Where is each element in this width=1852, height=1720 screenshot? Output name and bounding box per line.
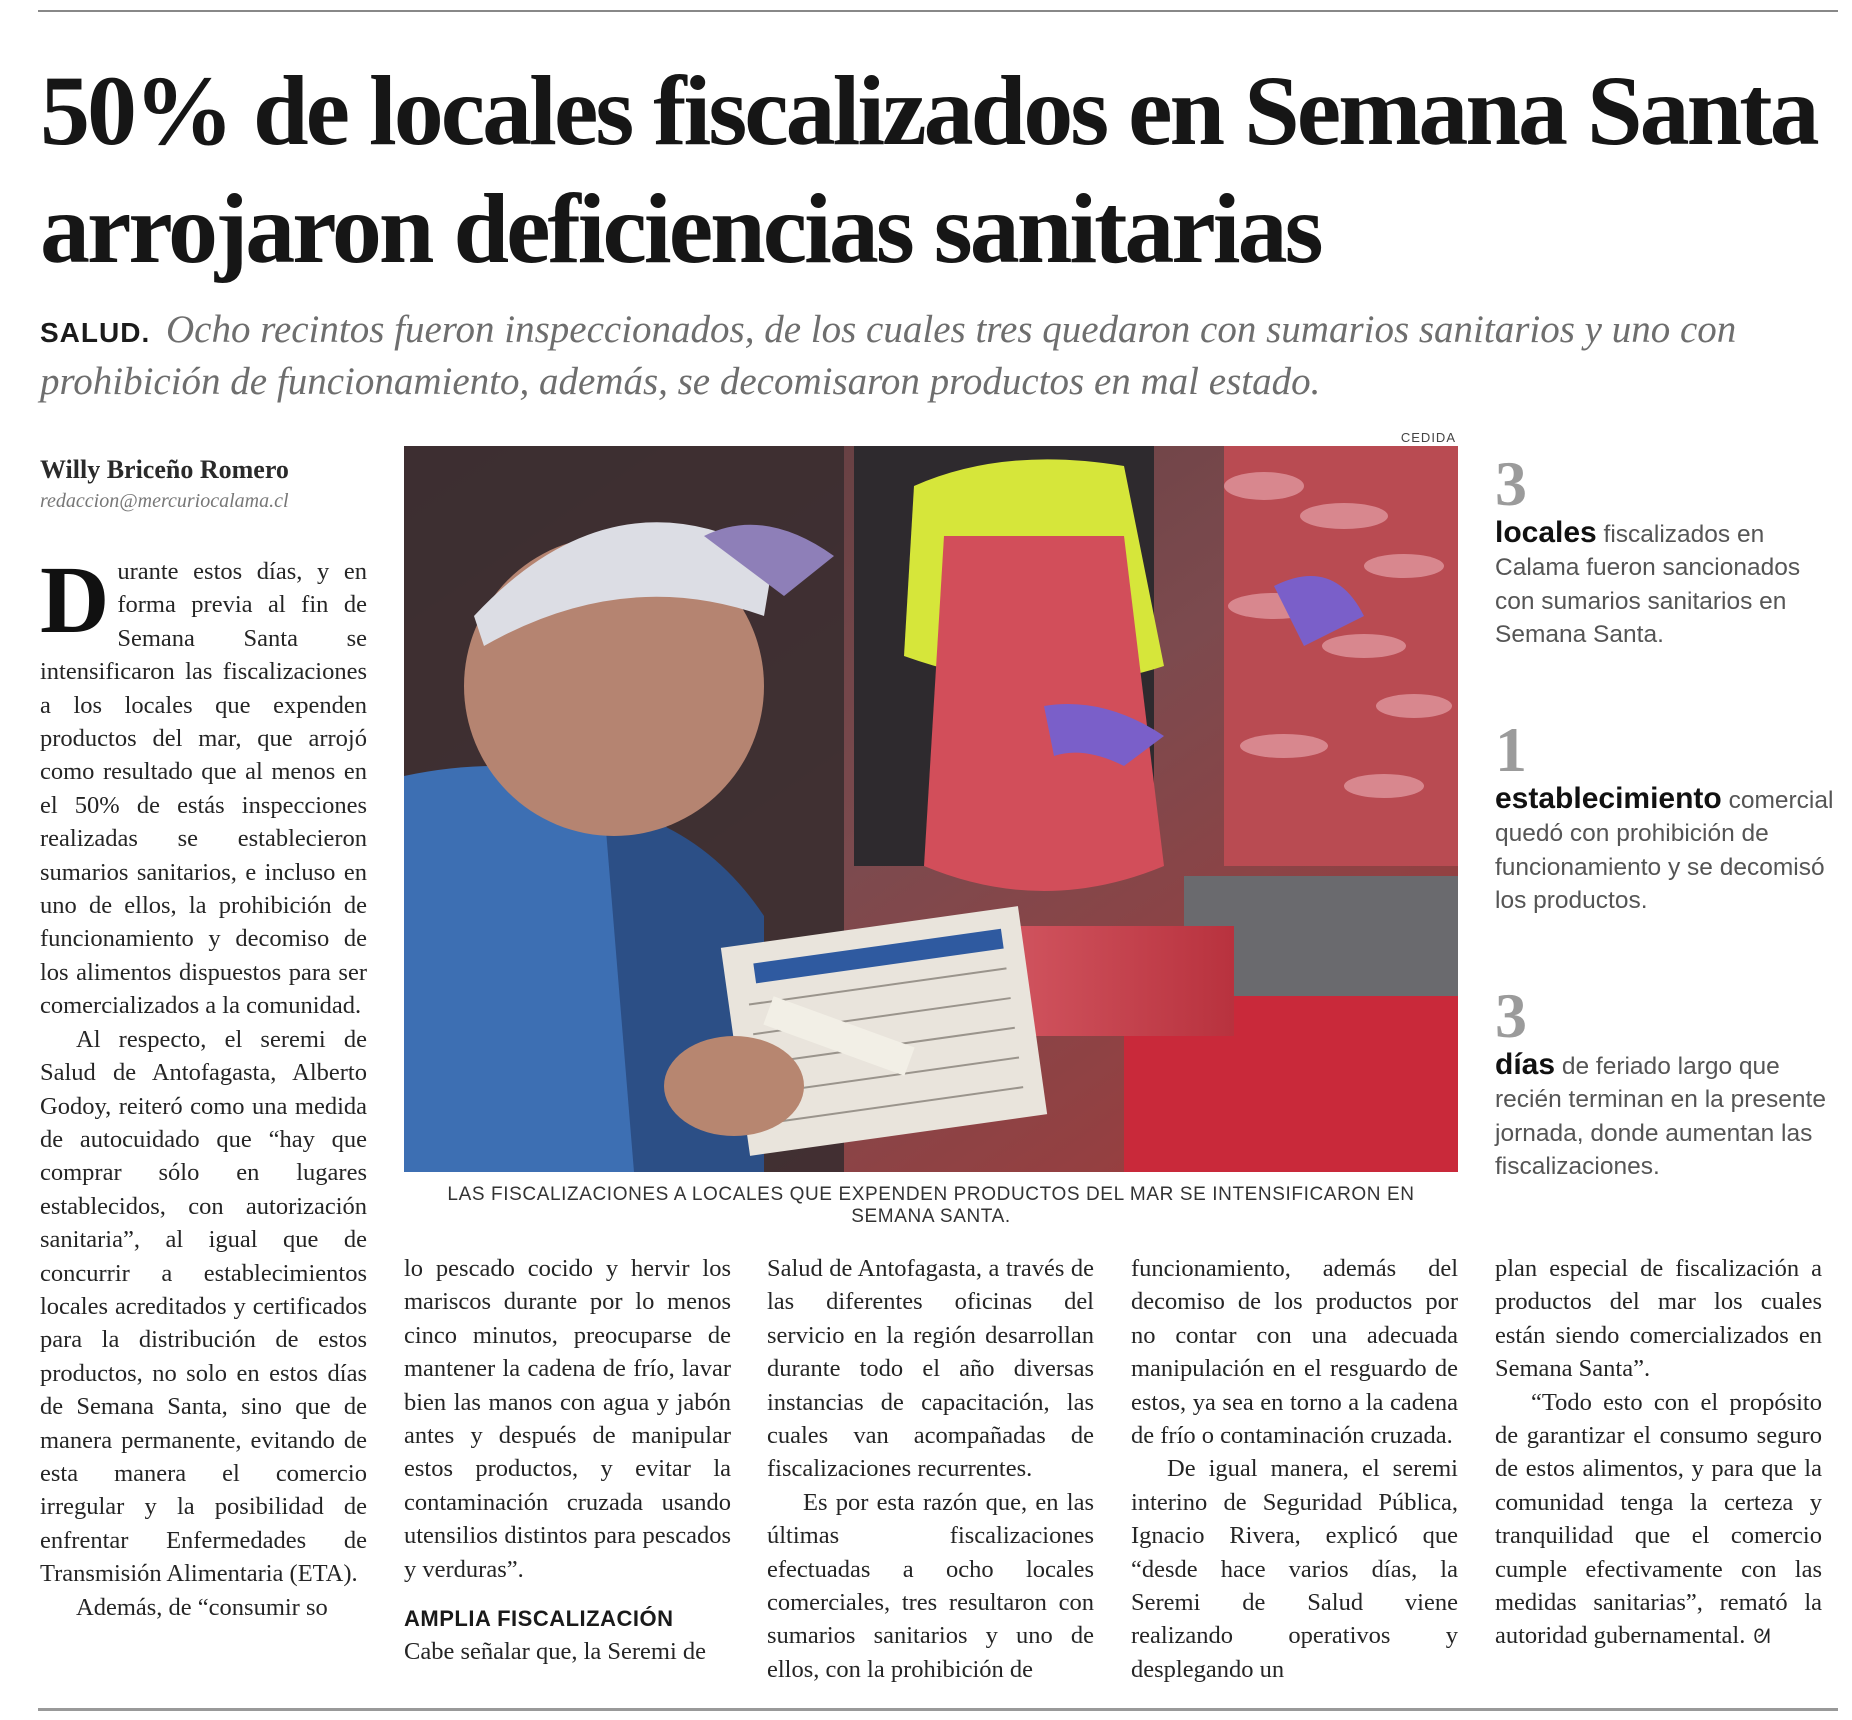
deck: [40, 305, 1830, 406]
paragraph-6-start: De igual manera, el seremi interino de Seguridad Pública, Ignacio Rivera, explicó que “desde hace varios días, la Seremi de Salud viene realizando operativos y desplegando un: [1131, 1455, 1458, 1683]
paragraph-5-start: Es por esta razón que, en las últimas fiscalizaciones efectuadas a ocho locales comerciales, tres resultaron con sumarios sanitarios y uno de ellos, con la prohibición de: [767, 1488, 1094, 1683]
article-column-5: [1495, 1252, 1822, 1654]
stat-number: 3: [1495, 980, 1527, 1051]
byline-author: Willy Briceño Romero: [40, 455, 289, 484]
stat-box-1: [1495, 448, 1835, 652]
paragraph-6-cont: plan especial de fiscalización a productos del mar los cuales están siendo comercializados en Semana Santa”.: [1495, 1255, 1822, 1383]
stat-text: locales fiscalizados en Calama fueron sancionados con sumarios sanitarios en Semana Santa.: [1495, 516, 1801, 649]
top-rule: [38, 10, 1838, 12]
subheading: AMPLIA FISCALIZACIÓN: [404, 1606, 674, 1632]
stat-text: días de feriado largo que recién terminan en la presente jornada, donde aumentan las fiscalizaciones.: [1495, 1048, 1826, 1181]
headline: 50% de locales fiscalizados en Semana Santa arrojaron deficiencias sanitarias: [40, 55, 1817, 284]
article-column-1: [40, 546, 367, 1624]
paragraph-3-start: Además, de “consumir so: [76, 1593, 328, 1621]
stat-number: 1: [1495, 714, 1527, 785]
photo-caption: LAS FISCALIZACIONES A LOCALES QUE EXPENDEN PRODUCTOS DEL MAR SE INTENSIFICARON EN SEMANA SANTA.: [447, 1184, 1415, 1227]
paragraph-5-cont: funcionamiento, además del decomiso de los productos por no contar con una adecuada manipulación en el resguardo de estos, ya sea en torno a la cadena de frío o contaminación cruzada.: [1131, 1255, 1458, 1450]
photo-credit: CEDIDA: [1400, 430, 1456, 445]
paragraph-4-start: Cabe señalar que, la Seremi de: [404, 1638, 707, 1666]
paragraph-3-cont: lo pescado cocido y hervir los mariscos durante por lo menos cinco minutos, preocuparse de mantener la cadena de frío, lavar bien las manos con agua y jabón antes y después de manipular estos productos, y evitar la contaminación cruzada usando utensilios distintos para pescados y verduras”.: [404, 1255, 731, 1583]
paragraph-4-cont: Salud de Antofagasta, a través de las diferentes oficinas del servicio en la región desarrollan durante todo el año diversas instancias de capacitación, las cuales van acompañadas de fiscalizaciones recurrentes.: [767, 1255, 1094, 1483]
deck-text: Ocho recintos fueron inspeccionados, de los cuales tres quedaron con sumarios sanitarios y uno con prohibición de funcionamiento, además, se decomisaron productos en mal estado.: [40, 308, 1737, 403]
section-kicker: SALUD.: [40, 317, 151, 348]
paragraph-1: Durante estos días, y en forma previa al fin de Semana Santa se intensificaron las fiscalizaciones a los locales que expenden productos del mar, que arrojó como resultado que al menos en el 50% de estás inspecciones realizadas se establecieron sumarios sanitarios, e incluso en uno de ellos, la prohibición de funcionamiento y decomiso de los alimentos dispuestos para ser comercializados a la comunidad.: [40, 546, 367, 1020]
article-photo: [404, 446, 1458, 1172]
byline-email: redaccion@mercuriocalama.cl: [40, 490, 289, 512]
stat-box-3: [1495, 980, 1835, 1184]
article-column-4: [1131, 1252, 1458, 1686]
drop-cap: D: [40, 546, 110, 653]
paragraph-2: Al respecto, el seremi de Salud de Antofagasta, Alberto Godoy, reiteró como una medida de autocuidado que “hay que comprar sólo en lugares establecidos, con autorización sanitaria”, al igual que de concurrir a establecimientos locales acreditados y certificados para la distribución de estos productos, no solo en estos días de Semana Santa, sino que de manera permanente, evitando de esta manera el comercio irregular y la posibilidad de enfrentar Enfermedades de Transmisión Alimentaria (ETA).: [40, 1025, 367, 1588]
paragraph-7: “Todo esto con el propósito de garantizar el consumo seguro de estos alimentos, y para que la comunidad tenga la certeza y tranquilidad que el comercio cumple efectivamente con las medidas sanitarias”, remató la autoridad gubernamental. ᘛ: [1495, 1388, 1822, 1650]
stat-box-2: [1495, 714, 1835, 918]
stat-number: 3: [1495, 448, 1527, 519]
stat-text: establecimiento comercial quedó con prohibición de funcionamiento y se decomisó los productos.: [1495, 782, 1834, 915]
end-mark-icon: ᘛ: [1753, 1624, 1771, 1649]
bottom-rule: [38, 1708, 1838, 1711]
article-column-2: [404, 1252, 731, 1669]
article-column-3: [767, 1252, 1094, 1686]
